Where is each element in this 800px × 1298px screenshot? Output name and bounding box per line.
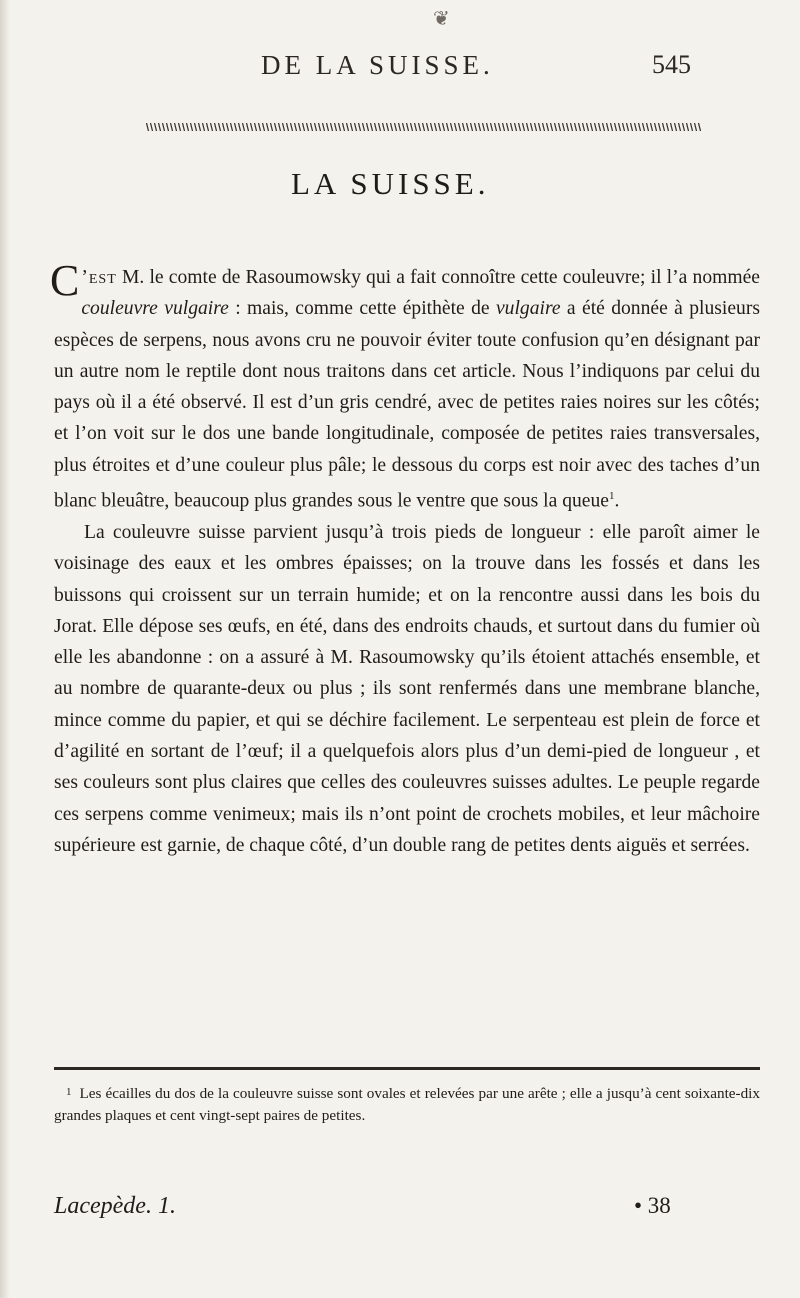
paragraph-1-text-b: : mais, comme cette épithète de — [228, 298, 496, 320]
footnote — [54, 1081, 760, 1127]
paragraph-2: La couleuvre suisse parvient jusqu’à trois pieds de longueur : elle paroît aimer le voisinage des eaux et les ombres épaisses; on la trouve dans les fossés et dans les buissons qui croissent sur un terrain humide; et on la rencontre aussi dans les bois du Jorat. Elle dépose ses œufs, en été, dans des endroits chauds, et surtout dans du fumier où elle les abandonne : on a assuré à M. Rasoumowsky qu’ils étoient attachés ensemble, et au nombre de quarante-deux ou plus ; ils sont renfermés dans une membrane blanche, mince comme du papier, et qui se déchire facilement. Le serpenteau est plein de force et d’agilité en sortant de l’œuf; il a quelquefois alors plus d’un demi-pied de longueur , et ses couleurs sont plus claires que celles des couleuvres suisses adultes. Le peuple regarde ces serpens comme venimeux; mais ils n’ont point de crochets mobiles, et leur mâchoire supérieure est garnie, de chaque côté, d’un double rang de petites dents aiguës et serrées. — [54, 521, 760, 856]
sheet-mark: • 38 — [634, 1193, 671, 1218]
footnote-divider — [54, 1067, 760, 1070]
printer-ornament: ❦ — [433, 8, 450, 30]
body-text — [50, 256, 760, 861]
paragraph-1-text-c: a été donnée à plusieurs espèces de serpens, nous avons cru ne pouvoir éviter toute confusion qu’en désignant par un autre nom le reptile dont nous traitons dans cet article. Nous l’indiquons par celui du pays où il a été observé. Il est d’un gris cendré, avec de petites raies noires sur les côtés; et l’on voit sur le dos une bande longitudinale, composée de petites raies transversales, plus étroites et d’une couleur plus pâle; le dessous du corps est noir avec des taches d’un blanc bleuâtre, beaucoup plus grandes sous le ventre que sous la queue — [54, 298, 760, 512]
small-caps-lead: ’est — [81, 267, 117, 288]
footnote-text: Les écailles du dos de la couleuvre suisse sont ovales et relevées par une arête ; elle a jusqu’à cent soixante-dix grandes plaques et cent vingt-sept paires de petites. — [54, 1085, 760, 1124]
decorative-rule — [146, 122, 702, 132]
spine-shadow — [0, 0, 10, 1298]
footnote-number: 1 — [66, 1086, 72, 1098]
dropcap: C — [50, 256, 80, 305]
paragraph-1-text-a: M. le comte de Rasoumowsky qui a fait connoître cette couleuvre; il l’a nommée — [116, 267, 760, 288]
italic-term-1: couleuvre vulgaire — [81, 298, 229, 320]
paragraph-1 — [50, 256, 760, 517]
footnote-reference[interactable]: 1 — [608, 490, 615, 503]
section-title: LA SUISSE. — [291, 166, 490, 201]
page-number: 545 — [652, 50, 691, 79]
paragraph-1-end: . — [614, 490, 620, 512]
printer-signature: Lacepède. 1. — [54, 1193, 176, 1219]
running-head: DE LA SUISSE. — [261, 50, 494, 80]
italic-term-2: vulgaire — [495, 298, 561, 320]
